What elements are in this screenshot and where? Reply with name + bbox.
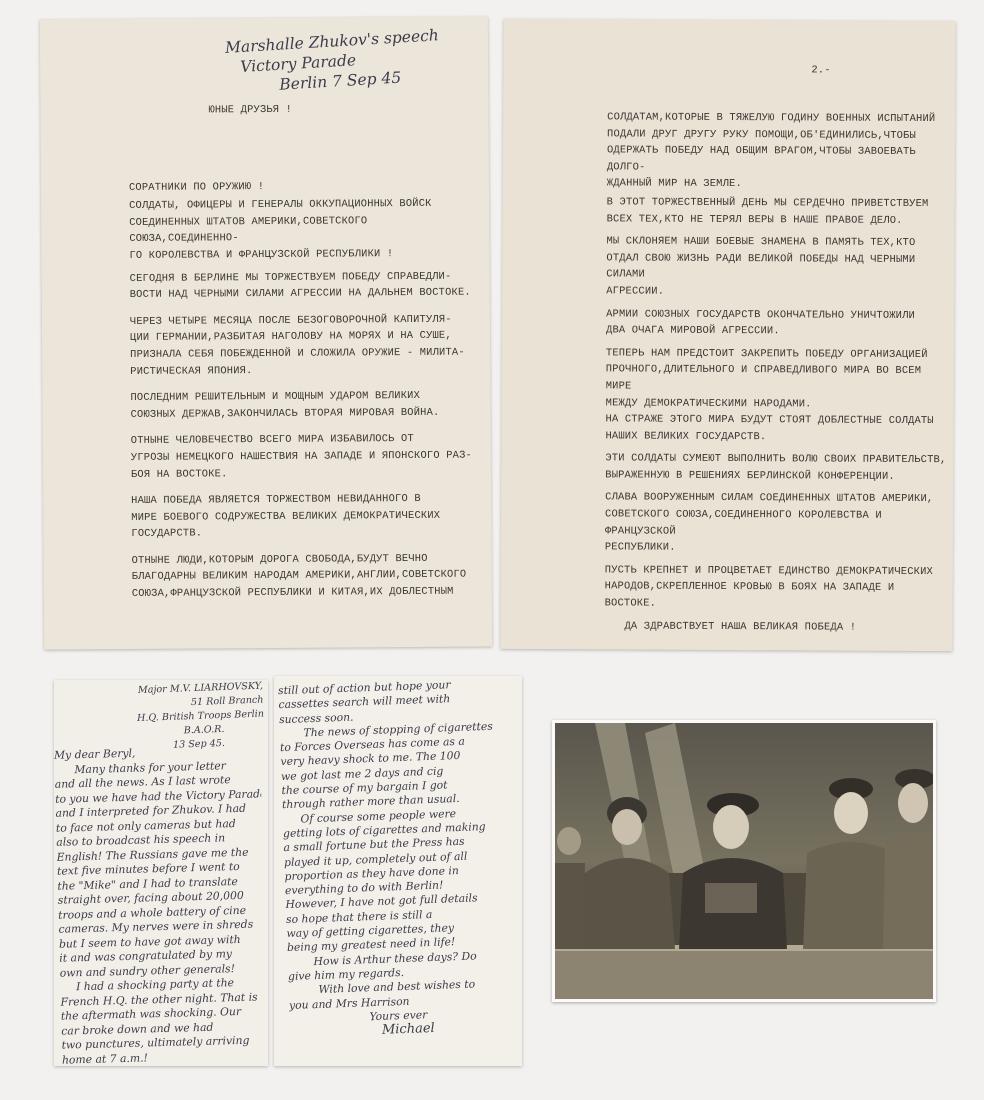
header-line: Major M.V. LIARHOVSKY, xyxy=(137,680,264,696)
paragraph: ТЕПЕРЬ НАМ ПРЕДСТОИТ ЗАКРЕПИТЬ ПОБЕДУ ОРГАНИЗАЦИЕЙ ПРОЧНОГО,ДЛИТЕЛЬНОГО И СПРАВЕДЛИВОГО МИРА ВО ВСЕМ МИРЕ МЕЖДУ ДЕМОКРАТИЧЕСКИМИ НАРОДАМИ. НА СТРАЖЕ ЭТОГО МИРА БУДУТ СТОЯТ ДОБЛЕСТНЫЕ СОЛДАТЫ НАШИХ ВЕЛИКИХ ГОСУДАРСТВ. xyxy=(605,347,934,443)
paragraph: ПУСТЬ КРЕПНЕТ И ПРОЦВЕТАЕТ ЕДИНСТВО ДЕМОКРАТИЧЕСКИХ НАРОДОВ,СКРЕПЛЕННОЕ КРОВЬЮ В БОЯХ НА ЗАПАДЕ И ВОСТОКЕ. xyxy=(604,564,934,610)
paragraph: СОЛДАТАМ,КОТОРЫЕ В ТЯЖЕЛУЮ ГОДИНУ ВОЕННЫХ ИСПЫТАНИЙ ПОДАЛИ ДРУГ ДРУГУ РУКУ ПОМОЩИ,ОБ'ЕДИНИЛИСЬ,ЧТОБЫ ОДЕРЖАТЬ ПОБЕДУ НАД ОБЩИМ ВРАГОМ,ЧТОБЫ ЗАВОЕВАТЬ ДОЛГО- ЖДАННЫЙ МИР НА ЗЕМЛЕ. xyxy=(606,111,936,191)
letter-line: home at 7 a.m.! xyxy=(61,1050,149,1067)
annotation-line: Berlin 7 Sep 45 xyxy=(278,68,402,94)
letter-line: troops and a whole battery of cine xyxy=(58,903,247,922)
letter-line: cameras. My nerves were in shreds xyxy=(58,917,254,936)
letter-line: to face not only cameras but had xyxy=(55,816,236,835)
letter-line: still out of action but hope your xyxy=(277,678,451,698)
paragraph: ЭТИ СОЛДАТЫ СУМЕЮТ ВЫПОЛНИТЬ ВОЛЮ СВОИХ ПРАВИТЕЛЬСТВ, ВЫРАЖЕННУЮ В РЕШЕНИЯХ БЕРЛИНСКОЙ КОНФЕРЕНЦИИ. xyxy=(605,452,947,483)
paragraph: ЧЕРЕЗ ЧЕТЫРЕ МЕСЯЦА ПОСЛЕ БЕЗОГОВОРОЧНОЙ КАПИТУЛЯ- ЦИИ ГЕРМАНИИ,РАЗБИТАЯ НАГОЛОВУ НА МОРЯХ И НА СУШЕ, ПРИЗНАЛА СЕБЯ ПОБЕЖДЕННОЙ И СЛОЖИЛА ОРУЖИЕ - МИЛИТА- РИСТИЧЕСКАЯ ЯПОНИЯ. xyxy=(129,313,465,378)
letter-line: Of course some people were xyxy=(300,806,457,826)
letter-line: Yours ever xyxy=(369,1008,428,1024)
letter-line: straight over, facing about 20,000 xyxy=(57,888,244,907)
paragraph: НАША ПОБЕДА ЯВЛЯЕТСЯ ТОРЖЕСТВОМ НЕВИДАННОГО В МИРЕ БОЕВОГО СОДРУЖЕСТВА ВЕЛИКИХ ДЕМОКРАТИЧЕСКИХ ГОСУДАРСТВ. xyxy=(131,493,441,541)
paragraph: АРМИИ СОЮЗНЫХ ГОСУДАРСТВ ОКОНЧАТЕЛЬНО УНИЧТОЖИЛИ ДВА ОЧАГА МИРОВОЙ АГРЕССИИ. xyxy=(605,307,916,338)
letter-line: English! The Russians gave me the xyxy=(56,845,249,864)
header-line: 51 Roll Branch xyxy=(190,694,264,709)
letter-line: proportion as they have done in xyxy=(284,863,460,883)
letter-line: How is Arthur these days? Do xyxy=(313,949,477,968)
annotation-line: Victory Parade xyxy=(239,51,357,77)
letter-line: My dear Beryl, xyxy=(53,746,136,762)
letter-signature: Michael xyxy=(381,1021,435,1038)
letter-line: own and sundry other generals! xyxy=(59,961,236,980)
letter-line: also to broadcast his speech in xyxy=(56,831,226,849)
letter-line: so hope that there is still a xyxy=(285,907,433,926)
letter-line: getting lots of cigarettes and making xyxy=(282,820,486,841)
letter-line: we got last me 2 days and cig xyxy=(280,764,444,783)
paragraph: СОРАТНИКИ ПО ОРУЖИЮ ! xyxy=(128,180,265,194)
letter-page-2 xyxy=(274,676,522,1066)
parade-photograph-icon xyxy=(555,723,933,999)
paragraph: ОТНЫНЕ ЛЮДИ,КОТОРЫМ ДОРОГА СВОБОДА,БУДУТ ВЕЧНО БЛАГОДАРНЫ ВЕЛИКИМ НАРОДАМ АМЕРИКИ,АНГЛИИ,СОВЕТСКОГО СОЮЗА,ФРАНЦУЗСКОЙ РЕСПУБЛИКИ И КИТАЯ,ИХ ДОБЛЕСТНЫМ xyxy=(131,552,467,601)
letter-line: However, I have not got full details xyxy=(285,891,478,912)
letter-line: to Forces Overseas has come as a xyxy=(279,734,466,755)
letter-line: the aftermath was shocking. Our xyxy=(60,1004,242,1023)
page-number: 2.- xyxy=(811,64,831,77)
letter-line: being my greatest need in life! xyxy=(286,935,456,955)
letter-line: and all the news. As I last wrote xyxy=(54,773,231,791)
paragraph: СОЛДАТЫ, ОФИЦЕРЫ И ГЕНЕРАЛЫ ОККУПАЦИОННЫХ ВОЙСК СОЕДИНЕННЫХ ШТАТОВ АМЕРИКИ,СОВЕТСКОГО СОЮЗА,СОЕДИНЕННО- ГО КОРОЛЕВСТВА И ФРАНЦУЗСКОЙ РЕСПУБЛИКИ ! xyxy=(129,198,432,262)
letter-line: the "Mike" and I had to translate xyxy=(57,874,238,893)
letter-line: through rather more than usual. xyxy=(281,792,460,812)
parade-photograph xyxy=(552,720,936,1002)
letter-line: two punctures, ultimately arriving xyxy=(61,1033,250,1052)
letter-line: to you we have had the Victory Parade xyxy=(54,786,267,806)
header-line: B.A.O.R. xyxy=(183,723,225,737)
letter-line: everything to do with Berlin! xyxy=(284,878,444,898)
paragraph: В ЭТОТ ТОРЖЕСТВЕННЫЙ ДЕНЬ МЫ СЕРДЕЧНО ПРИВЕТСТВУЕМ ВСЕХ ТЕХ,КТО НЕ ТЕРЯЛ ВЕРЫ В НАШЕ ПРАВОЕ ДЕЛО. xyxy=(606,196,929,227)
letter-line: French H.Q. the other night. That is xyxy=(60,990,258,1009)
speech-page-1 xyxy=(40,16,492,649)
letter-line: played it up, completely out of all xyxy=(283,849,468,869)
letter-line: it and was congratulated by my xyxy=(59,947,233,965)
letter-line: The news of stopping of cigarettes xyxy=(303,719,494,740)
letter-line: car broke down and we had xyxy=(61,1020,214,1038)
letter-body-2 xyxy=(278,676,524,1041)
letter-line: cassettes search will meet with xyxy=(278,692,451,712)
letter-line: give him my regards. xyxy=(287,965,405,983)
letter-line: Many thanks for your letter xyxy=(74,758,227,776)
speech-text-page-2 xyxy=(604,109,951,646)
letter-line: and I interpreted for Zhukov. I had xyxy=(55,801,247,820)
letter-line: way of getting cigarettes, they xyxy=(286,921,455,941)
letter-line: success soon. xyxy=(278,710,354,726)
letter-line: but I seem to have got away with xyxy=(58,932,241,951)
letter-line: I had a shocking party at the xyxy=(75,976,235,994)
paragraph: ПОСЛЕДНИМ РЕШИТЕЛЬНЫМ И МОЩНЫМ УДАРОМ ВЕЛИКИХ СОЮЗНЫХ ДЕРЖАВ,ЗАКОНЧИЛАСЬ ВТОРАЯ МИРОВАЯ ВОЙНА. xyxy=(130,390,440,421)
paragraph: ДА ЗДРАВСТВУЕТ НАША ВЕЛИКАЯ ПОБЕДА ! xyxy=(624,620,857,634)
header-line: H.Q. British Troops Berlin xyxy=(136,708,265,724)
annotation-line: Marshalle Zhukov's speech xyxy=(224,26,440,57)
greeting: ЮНЫЕ ДРУЗЬЯ ! xyxy=(208,103,293,117)
speech-page-2 xyxy=(500,19,955,651)
letter-line: a small fortune but the Press has xyxy=(283,835,465,855)
letter-line: you and Mrs Harrison xyxy=(288,994,410,1012)
header-line: 13 Sep 45. xyxy=(172,737,226,751)
letter-page-1 xyxy=(54,680,268,1066)
paragraph: СЕГОДНЯ В БЕРЛИНЕ МЫ ТОРЖЕСТВУЕМ ПОБЕДУ СПРАВЕДЛИ- ВОСТИ НАД ЧЕРНЫМИ СИЛАМИ АГРЕССИИ НА ДАЛЬНЕМ ВОСТОКЕ. xyxy=(129,270,471,302)
paragraph: ОТНЫНЕ ЧЕЛОВЕЧЕСТВО ВСЕГО МИРА ИЗБАВИЛОСЬ ОТ УГРОЗЫ НЕМЕЦКОГО НАШЕСТВИЯ НА ЗАПАДЕ И ЯПОНСКОГО РАЗ- БОЯ НА ВОСТОКЕ. xyxy=(130,433,472,481)
letter-line: very heavy shock to me. The 100 xyxy=(280,749,461,769)
letter-line: the course of my bargain I got xyxy=(281,778,448,798)
paragraph: МЫ СКЛОНЯЕМ НАШИ БОЕВЫЕ ЗНАМЕНА В ПАМЯТЬ ТЕХ,КТО ОТДАЛ СВОЮ ЖИЗНЬ РАДИ ВЕЛИКОЙ ПОБЕДЫ НАД ЧЕРНЫМИ СИЛАМИ АГРЕССИИ. xyxy=(606,235,922,298)
letter-body-1 xyxy=(54,743,268,1067)
paragraph: СЛАВА ВООРУЖЕННЫМ СИЛАМ СОЕДИНЕННЫХ ШТАТОВ АМЕРИКИ, СОВЕТСКОГО СОЮЗА,СОЕДИНЕННОГО КОРОЛЕВСТВА И ФРАНЦУЗСКОЙ РЕСПУБЛИКИ. xyxy=(604,491,934,554)
letter-line: text five minutes before I went to xyxy=(56,859,240,878)
handwritten-annotation xyxy=(225,25,442,98)
speech-text-page-1 xyxy=(128,101,482,613)
letter-line: With love and best wishes to xyxy=(318,977,476,997)
